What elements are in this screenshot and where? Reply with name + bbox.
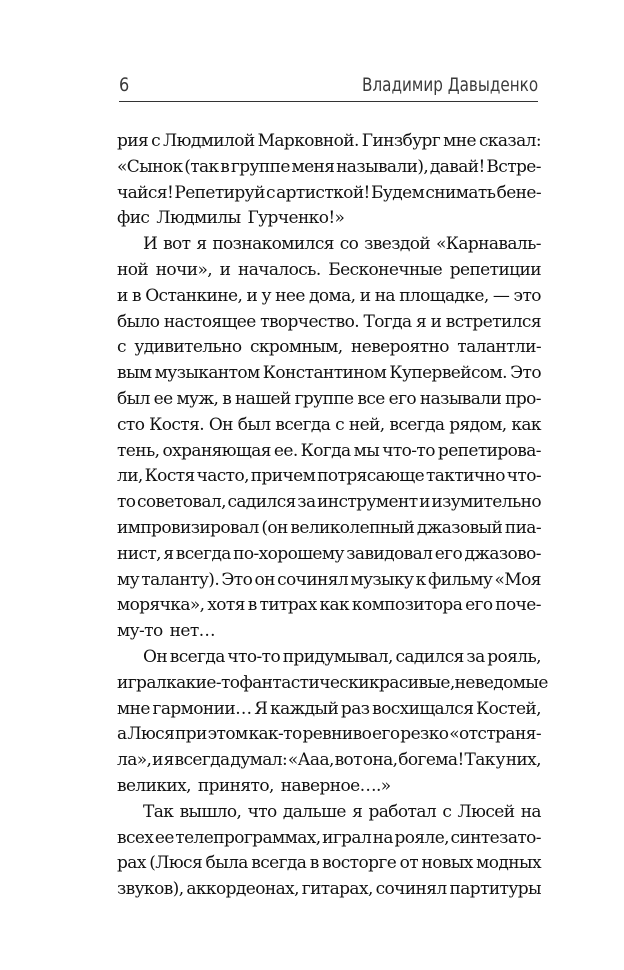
text-line: и в Останкине, и у нее дома, и на площадке, — это [117,285,541,306]
text-line: рах (Люся была всегда в восторге от новых модных [117,853,541,874]
text-line: фис Людмилы Гурченко!» [117,208,345,229]
text-line: рия с Людмилой Марковной. Гинзбург мне сказал: [117,131,541,151]
running-head-author: Владимир Давыденко [361,74,538,96]
text-line: с удивительно скромным, невероятно талантли- [117,337,541,358]
text-line: звуков), аккордеонах, гитарах, сочинял партитуры [117,879,541,900]
page-number: 6 [119,74,130,96]
text-line: сто Костя. Он был всегда с ней, всегда рядом, как [117,414,541,435]
text-line: играл какие-то фантастически красивые, неведомые [117,672,548,693]
text-line: Он всегда что-то придумывал, садился за рояль, [143,646,541,667]
text-line: тень, охраняющая ее. Когда мы что-то репетирова- [117,440,541,461]
text-line: чайся! Репетируй с артисткой! Будем снимать бене- [117,182,541,203]
text-line: мне гармонии… Я каждый раз восхищался Костей, [117,698,541,719]
text-line: ной ночи», и началось. Бесконечные репетиции [117,259,541,280]
text-line: был ее муж, в нашей группе все его называли про- [117,388,541,409]
text-line: му таланту). Это он сочинял музыку к фильму «Моя [117,569,541,590]
header-rule [119,101,538,102]
text-line: было настоящее творчество. Тогда я и встретился [117,311,541,332]
text-line: ли, Костя часто, причем потрясающе тактично что- [117,466,541,487]
text-line: морячка», хотя в титрах как композитора его поче- [117,595,541,616]
text-line: вым музыкантом Константином Купервейсом. Это [117,363,541,384]
page-header [119,72,538,98]
text-line: то советовал, садился за инструмент и изумительно [117,492,541,513]
text-line: великих, принято, наверное….» [117,775,391,796]
text-line: нист, я всегда по-хорошему завидовал его джазово- [117,543,541,564]
text-line: импровизировал (он великолепный джазовый пиа- [117,517,541,538]
text-line: Так вышло, что дальше я работал с Люсей на [143,801,541,822]
text-line: «Сынок (так в группе меня называли), давай! Встре- [117,156,541,177]
text-line: всех ее телепрограммах, играл на рояле, синтезато- [117,827,541,848]
text-line: а Люся при этом как-то ревниво его резко «отстраня- [117,724,541,745]
text-line: ла», и я всегда думал: «Ааа, вот она, богема! Так у них, [117,750,541,771]
text-line: му-то нет… [117,621,216,642]
text-line: И вот я познакомился со звездой «Карнаваль- [143,234,541,255]
body-text [117,129,548,903]
